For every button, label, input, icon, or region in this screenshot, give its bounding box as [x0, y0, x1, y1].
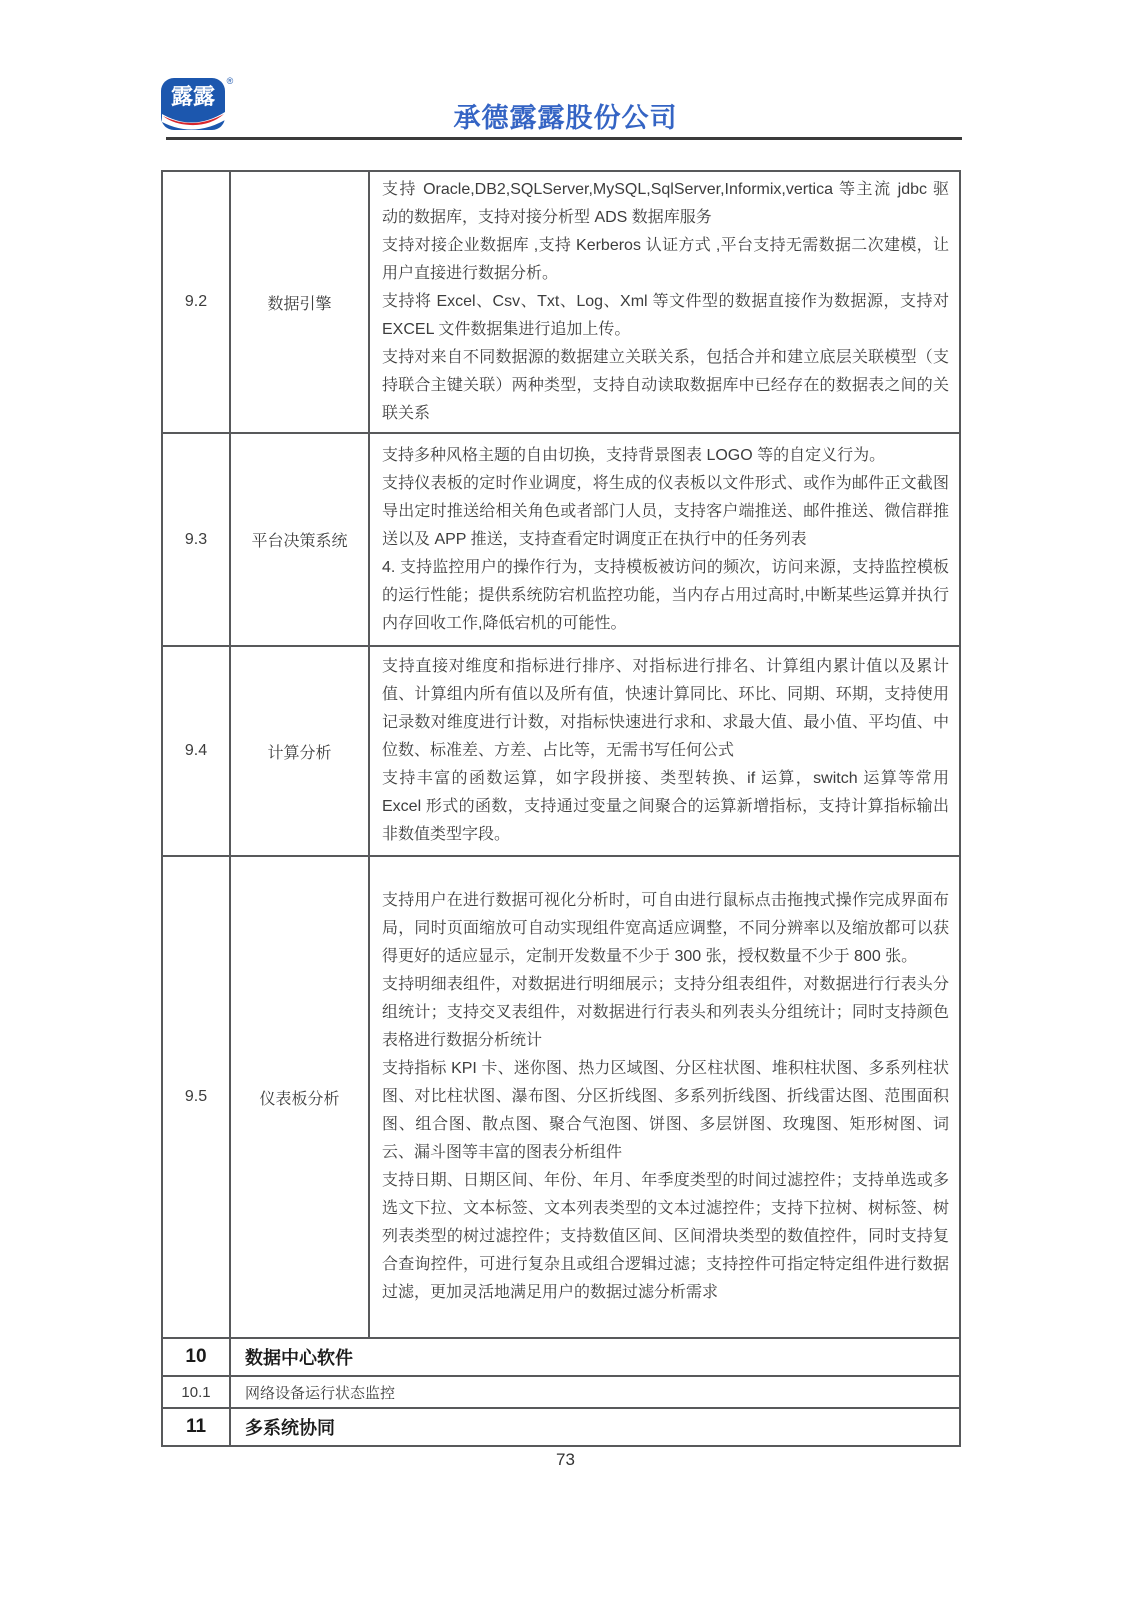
section-number: 10.1	[162, 1376, 230, 1408]
row-label: 计算分析	[230, 646, 369, 856]
spec-paragraph: 支持丰富的函数运算，如字段拼接、类型转换、if 运算，switch 运算等常用 Excel 形式的函数，支持通过变量之间聚合的运算新增指标，支持计算指标输出非数值类型字段。	[382, 770, 949, 843]
row-number: 9.2	[162, 171, 230, 433]
table-row-9-4	[162, 646, 960, 856]
row-number: 9.5	[162, 856, 230, 1338]
spec-paragraph: 支持 Oracle,DB2,SQLServer,MySQL,SqlServer,Informix,vertica 等主流 jdbc 驱动的数据库，支持对接分析型 ADS 数据库服务	[382, 181, 949, 226]
header-divider	[166, 137, 962, 140]
row-content	[369, 171, 960, 433]
spec-paragraph: 支持对来自不同数据源的数据建立关联关系，包括合并和建立底层关联模型（支持联合主键关联）两种类型，支持自动读取数据库中已经存在的数据表之间的关联关系	[382, 349, 949, 422]
row-content	[369, 433, 960, 646]
row-content	[369, 646, 960, 856]
row-label: 平台决策系统	[230, 433, 369, 646]
spec-paragraph: 支持用户在进行数据可视化分析时，可自由进行鼠标点击拖拽式操作完成界面布局，同时页面缩放可自动实现组件宽高适应调整，不同分辨率以及缩放都可以获得更好的适应显示，定制开发数量不少于 300 张，授权数量不少于 800 张。	[382, 892, 949, 965]
section-row-10-1	[162, 1376, 960, 1408]
section-title: 多系统协同	[230, 1408, 960, 1446]
section-row-11	[162, 1408, 960, 1446]
table-row-9-3	[162, 433, 960, 646]
row-label: 仪表板分析	[230, 856, 369, 1338]
section-title: 网络设备运行状态监控	[230, 1376, 960, 1408]
spec-paragraph: 支持日期、日期区间、年份、年月、年季度类型的时间过滤控件；支持单选或多选文下拉、文本标签、文本列表类型的文本过滤控件；支持下拉树、树标签、树列表类型的树过滤控件；支持数值区间、区间滑块类型的数值控件，同时支持复合查询控件，可进行复杂且或组合逻辑过滤；支持控件可指定特定组件进行数据过滤，更加灵活地满足用户的数据过滤分析需求	[382, 1172, 949, 1301]
section-number: 11	[162, 1408, 230, 1446]
section-row-10	[162, 1338, 960, 1376]
row-content	[369, 856, 960, 1338]
spec-paragraph: 支持直接对维度和指标进行排序、对指标进行排名、计算组内累计值以及累计值、计算组内所有值以及所有值，快速计算同比、环比、同期、环期，支持使用记录数对维度进行计数，对指标快速进行求和、求最大值、最小值、平均值、中位数、标准差、方差、占比等，无需书写任何公式	[382, 658, 949, 759]
svg-text:®: ®	[226, 76, 234, 86]
spec-paragraph: 支持将 Excel、Csv、Txt、Log、Xml 等文件型的数据直接作为数据源，支持对 EXCEL 文件数据集进行追加上传。	[382, 293, 949, 338]
spec-paragraph: 支持明细表组件，对数据进行明细展示；支持分组表组件，对数据进行行表头分组统计；支持交叉表组件，对数据进行行表头和列表头分组统计；同时支持颜色表格进行数据分析统计	[382, 976, 949, 1049]
row-number: 9.4	[162, 646, 230, 856]
row-label: 数据引擎	[230, 171, 369, 433]
spec-paragraph: 支持对接企业数据库 ,支持 Kerberos 认证方式 ,平台支持无需数据二次建模，让用户直接进行数据分析。	[382, 237, 949, 282]
section-number: 10	[162, 1338, 230, 1376]
page-title: 承德露露股份公司	[453, 103, 678, 133]
table-row-9-2	[162, 171, 960, 433]
row-number: 9.3	[162, 433, 230, 646]
section-title: 数据中心软件	[230, 1338, 960, 1376]
spec-paragraph: 支持仪表板的定时作业调度，将生成的仪表板以文件形式、或作为邮件正文截图导出定时推送给相关角色或者部门人员，支持客户端推送、邮件推送、微信群推送以及 APP 推送，支持查看定时调度正在执行中的任务列表	[382, 474, 949, 548]
spec-paragraph: 支持多种风格主题的自由切换，支持背景图表 LOGO 等的自定义行为。	[382, 446, 886, 464]
table-row-9-5	[162, 856, 960, 1338]
spec-table	[161, 170, 961, 1447]
svg-text:露露: 露露	[170, 84, 216, 109]
page-number: 73	[556, 1450, 575, 1469]
spec-paragraph: 支持指标 KPI 卡、迷你图、热力区域图、分区柱状图、堆积柱状图、多系列柱状图、对比柱状图、瀑布图、分区折线图、多系列折线图、折线雷达图、范围面积图、组合图、散点图、聚合气泡图、饼图、多层饼图、玫瑰图、矩形树图、词云、漏斗图等丰富的图表分析组件	[382, 1060, 949, 1161]
spec-paragraph: 4. 支持监控用户的操作行为，支持模板被访问的频次，访问来源，支持监控模板的运行性能；提供系统防宕机监控功能，当内存占用过高时,中断某些运算并执行内存回收工作,降低宕机的可能性。	[382, 558, 949, 632]
